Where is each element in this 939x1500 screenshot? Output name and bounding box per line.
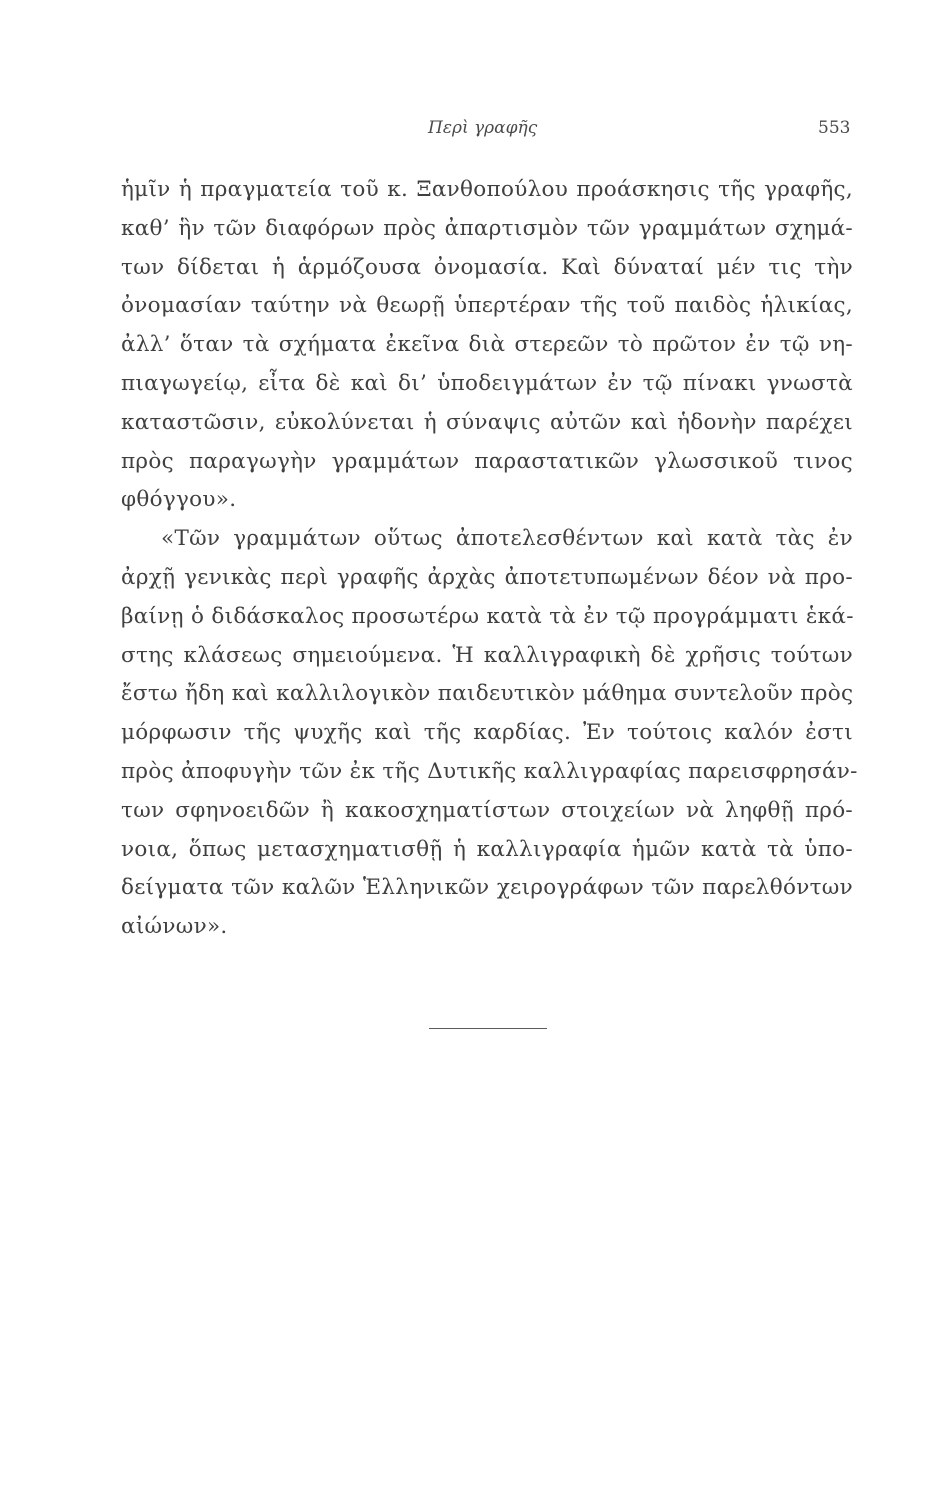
text-line: «Τῶν γραμμάτων οὕτως ἀποτελεσθέντων καὶ κατὰ τὰς ἐν [161,526,853,552]
text-line: φθόγγου». [121,487,237,513]
paragraph-1 [121,171,853,520]
paragraph-2 [121,520,858,947]
text-line: των δίδεται ἡ ἁρμόζουσα ὀνομασία. Καὶ δύναταί μέν τις τὴν [121,254,853,280]
text-line: πιαγωγείῳ, εἶτα δὲ καὶ δι’ ὑποδειγμάτων ἐν τῷ πίνακι γνωστὰ [121,370,853,396]
text-line: ἔστω ἤδη καὶ καλλιλογικὸν παιδευτικὸν μάθημα συντελοῦν πρὸς [121,681,854,707]
text-line: ὀνομασίαν ταύτην νὰ θεωρῇ ὑπερτέραν τῆς τοῦ παιδὸς ἡλικίας, [121,293,853,319]
page-number: 553 [818,118,851,138]
body-text [121,171,858,947]
text-line: των σφηνοειδῶν ἢ κακοσχηματίστων στοιχείων νὰ ληφθῇ πρό- [121,797,853,823]
text-line: ἡμῖν ἡ πραγματεία τοῦ κ. Ξανθοπούλου προάσκησις τῆς γραφῆς, [121,177,853,202]
running-title: Περὶ γραφῆς [428,118,538,138]
text-line: δείγματα τῶν καλῶν Ἑλληνικῶν χειρογράφων τῶν παρελθόντων [121,875,853,901]
text-line: βαίνῃ ὁ διδάσκαλος προσωτέρω κατὰ τὰ ἐν τῷ προγράμματι ἑκά- [121,603,854,629]
text-line: πρὸς παραγωγὴν γραμμάτων παραστατικῶν γλωσσικοῦ τινος [121,448,853,474]
text-line: καταστῶσιν, εὐκολύνεται ἡ σύναψις αὐτῶν καὶ ἡδονὴν παρέχει [121,409,853,435]
end-rule [429,1028,547,1029]
text-line: πρὸς ἀποφυγὴν τῶν ἐκ τῆς Δυτικῆς καλλιγραφίας παρεισφρησάν- [121,758,858,784]
text-line: στης κλάσεως σημειούμενα. Ἡ καλλιγραφικὴ δὲ χρῆσις τούτων [121,642,853,668]
text-line: ἀλλ’ ὅταν τὰ σχήματα ἐκεῖνα διὰ στερεῶν τὸ πρῶτον ἐν τῷ νη- [121,332,853,358]
text-line: νοια, ὅπως μετασχηματισθῇ ἡ καλλιγραφία ἡμῶν κατὰ τὰ ὑπο- [121,836,853,862]
text-line: μόρφωσιν τῆς ψυχῆς καὶ τῆς καρδίας. Ἐν τούτοις καλόν ἐστι [121,720,853,746]
text-line: καθ’ ἣν τῶν διαφόρων πρὸς ἀπαρτισμὸν τῶν γραμμάτων σχημά- [121,215,853,241]
text-line: ἀρχῇ γενικὰς περὶ γραφῆς ἀρχὰς ἀποτετυπωμένων δέον νὰ προ- [121,564,853,590]
text-line: αἰώνων». [121,914,228,940]
running-head [0,118,939,148]
